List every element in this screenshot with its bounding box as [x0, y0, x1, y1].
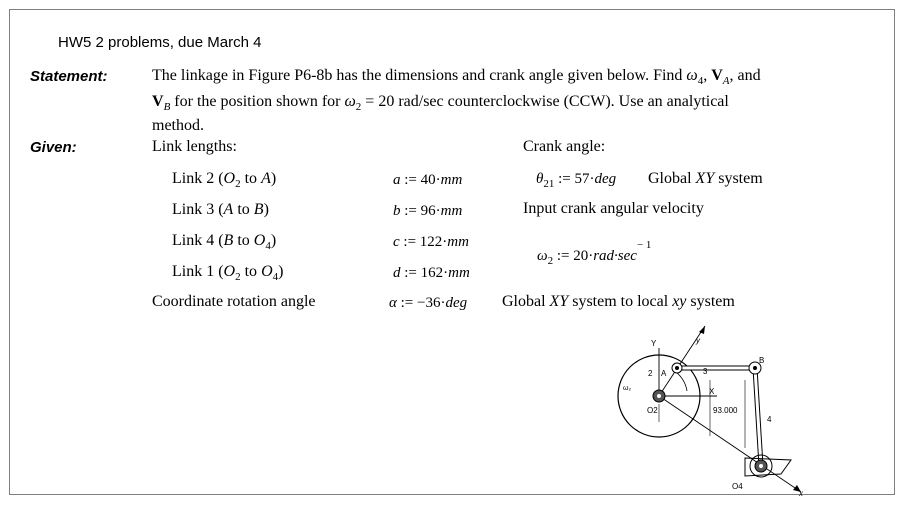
fig-label-dimension: 93.000 — [713, 406, 738, 415]
link-text: Link 2 ( — [172, 170, 224, 187]
rotation-note — [502, 293, 735, 311]
rotation-label: Coordinate rotation angle — [152, 293, 316, 310]
omega-sub: 2 — [547, 255, 554, 267]
fig-label-global-x: X — [709, 387, 715, 396]
unit: mm — [448, 265, 470, 281]
link-to: A — [261, 170, 271, 187]
unit: mm — [440, 172, 463, 188]
var: a — [393, 172, 401, 188]
assign: := 96· — [400, 203, 441, 219]
link-4-value — [393, 234, 469, 251]
assign: := 122· — [399, 234, 448, 250]
fig-label-local-y: y — [696, 336, 700, 345]
link-text: ) — [270, 232, 277, 249]
note-text: system — [714, 170, 763, 187]
fig-label-link-4: 4 — [767, 415, 772, 424]
fig-label-pin-b: B — [759, 356, 765, 365]
pin-a-center — [675, 366, 679, 370]
link-from-sub: 2 — [235, 271, 241, 284]
statement-text: = 20 rad/sec counterclockwise (CCW). Use an analytical — [361, 93, 729, 110]
omega2-symbol: ω — [344, 93, 356, 110]
va-symbol: V — [711, 67, 723, 84]
unit: rad·sec — [593, 248, 637, 264]
note-loc: xy — [672, 293, 687, 310]
statement-text: The linkage in Figure P6-8b has the dimensions and crank angle given below. Find — [152, 67, 687, 84]
theta-sub: 21 — [543, 178, 555, 190]
fig-label-local-x: x — [799, 489, 803, 498]
vb-symbol: V — [152, 93, 164, 110]
note-xy: XY — [695, 170, 715, 187]
fig-label-pin-a: A — [661, 369, 667, 378]
link-text: ) — [263, 201, 269, 218]
separator: , — [703, 67, 712, 84]
note-text: Global — [502, 293, 550, 310]
var: c — [393, 234, 400, 250]
separator: , and — [729, 67, 761, 84]
link-text: to — [233, 201, 254, 218]
note-text: system — [686, 293, 735, 310]
link-from: A — [223, 201, 234, 218]
note-xy: XY — [549, 293, 569, 310]
link-to: B — [253, 201, 264, 218]
fig-label-o4: O4 — [732, 482, 743, 491]
unit: deg — [594, 171, 617, 187]
fig-label-link-3: 3 — [703, 367, 708, 376]
page-title: HW5 2 problems, due March 4 — [58, 34, 262, 51]
fig-label-omega2: ω₂ — [623, 385, 632, 392]
ground-o2-center — [657, 394, 661, 398]
statement-text: for the position shown for — [170, 93, 345, 110]
link-text: Link 4 ( — [172, 232, 224, 249]
link-text: to — [233, 232, 254, 249]
var: b — [393, 203, 401, 219]
link-text: Link 1 ( — [172, 263, 224, 280]
crank-angle-heading: Crank angle: — [523, 138, 606, 155]
theta21-value — [536, 171, 616, 190]
link-from: O — [223, 170, 236, 187]
alpha-symbol: α — [389, 295, 397, 311]
link-to-sub: 4 — [272, 271, 279, 284]
statement-label: Statement: — [30, 68, 108, 85]
link-text: to — [240, 263, 262, 280]
link-text: ) — [270, 170, 277, 187]
link-1-label — [172, 263, 283, 283]
local-y-arrow — [699, 326, 705, 334]
unit: deg — [445, 295, 468, 311]
link-from: B — [223, 232, 234, 249]
var: d — [393, 265, 401, 281]
va-sub: A — [722, 75, 730, 88]
omega-symbol: ω — [537, 248, 548, 264]
omega2-value — [537, 239, 652, 267]
link-text: ) — [278, 263, 284, 280]
pin-b-center — [753, 366, 757, 370]
link-to: O — [261, 263, 273, 280]
link-text: Link 3 ( — [172, 201, 224, 218]
statement-line-3: method. — [152, 117, 204, 134]
assign: := 57· — [554, 171, 595, 187]
link-text: to — [240, 170, 262, 187]
link-from: O — [223, 263, 236, 280]
link-lengths-heading: Link lengths: — [152, 138, 237, 155]
fig-label-link-2: 2 — [648, 369, 653, 378]
assign: := 20· — [553, 248, 594, 264]
input-velocity-heading: Input crank angular velocity — [523, 200, 704, 217]
assign: := 162· — [400, 265, 449, 281]
vb-sub: B — [163, 101, 171, 114]
link-2-label — [172, 170, 276, 190]
link-to: O — [253, 232, 266, 249]
omega4-sub: 4 — [697, 75, 704, 88]
link-to-sub: 4 — [265, 240, 271, 253]
ground-o4-center — [759, 464, 763, 468]
omega2-sub: 2 — [355, 101, 362, 114]
omega4-symbol: ω — [686, 67, 698, 84]
link-3-value — [393, 203, 462, 220]
link-1-value — [393, 265, 470, 282]
unit: mm — [440, 203, 463, 219]
note-text: Global — [648, 170, 696, 187]
statement-line-2 — [152, 93, 729, 113]
given-label: Given: — [30, 139, 77, 156]
exponent: − 1 — [636, 239, 652, 251]
link-3-label — [172, 201, 269, 219]
fig-label-o2: O2 — [647, 406, 658, 415]
link-from-sub: 2 — [235, 178, 241, 191]
alpha-value — [389, 295, 467, 312]
theta-note — [648, 170, 763, 188]
assign: := −36· — [396, 295, 446, 311]
theta-symbol: θ — [536, 171, 544, 187]
assign: := 40· — [400, 172, 441, 188]
fig-label-global-y: Y — [651, 339, 657, 348]
unit: mm — [447, 234, 469, 250]
link-4-label — [172, 232, 276, 252]
note-text: system to local — [568, 293, 673, 310]
statement-line-1 — [152, 67, 761, 87]
link-2-value — [393, 172, 462, 189]
linkage-figure — [595, 318, 827, 498]
